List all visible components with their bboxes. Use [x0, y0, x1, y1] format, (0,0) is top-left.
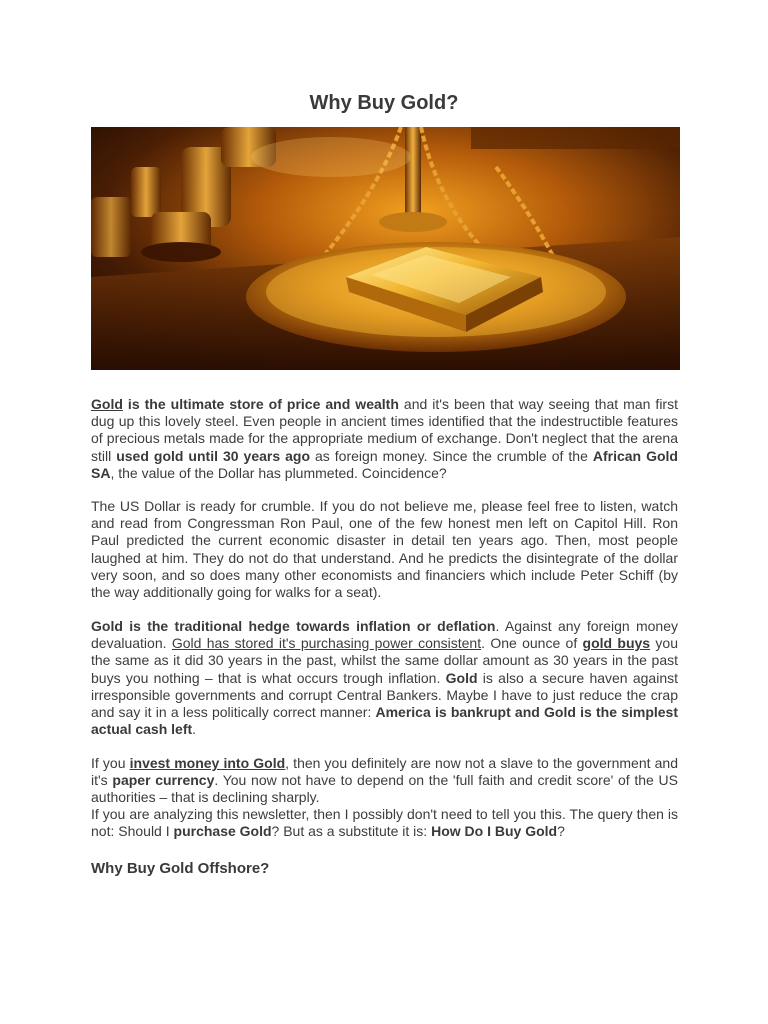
paragraph-invest: If you invest money into Gold, then you definitely are now not a slave to the government and it's paper currency. You now not have to depend on the 'full faith and credit score' of the US authorities – that is declining sharply.: [91, 755, 679, 806]
link-invest-money[interactable]: invest money into Gold: [129, 755, 286, 771]
paragraph-hedge: Gold is the traditional hedge towards inflation or deflation. Against any foreign money devaluation. Gold has stored it's purchasing power consistent. One ounce of gold buys you the same as it did 30 years in the past, whilst the same dollar amount as 30 years in the past buys you nothing – that is what occurs trough inflation. Gold is also a secure haven against irresponsible governments and corrupt Central Bankers. Maybe I have to just reduce the crap and say it in a less politically correct manner: America is bankrupt and Gold is the simplest actual cash left.: [91, 618, 678, 738]
hero-image: [91, 127, 680, 370]
link-gold[interactable]: Gold: [91, 396, 123, 412]
paragraph-intro: Gold is the ultimate store of price and wealth and it's been that way seeing that man first dug up this lovely steel. Even people in ancient times identified that the indestructible features of precious metals made for the appropriate medium of exchange. Don't neglect that the arena still used gold until 30 years ago as foreign money. Since the crumble of the African Gold SA, the value of the Dollar has plummeted. Coincidence?: [91, 396, 678, 481]
paragraph-dollar: The US Dollar is ready for crumble. If you do not believe me, please feel free to listen, watch and read from Congressman Ron Paul, one of the few honest men left on Capitol Hill. Ron Paul predicted the current economic disaster in detail ten years ago. Then, most people laughed at him. They do not do that understand. And he predicts the disintegrate of the dollar very soon, and so does many other economists and financiers which include Peter Schiff (by the way additionally going for walks for a seat).: [91, 498, 678, 601]
gold-scale-illustration: [91, 127, 680, 370]
page-title: Why Buy Gold?: [309, 92, 459, 114]
section-heading-offshore: Why Buy Gold Offshore?: [91, 860, 270, 877]
link-purchasing-power[interactable]: Gold has stored it's purchasing power consistent: [171, 635, 482, 652]
paragraph-query: If you are analyzing this newsletter, then I possibly don't need to tell you this. The query then is not: Should I purchase Gold? But as a substitute it is: How Do I Buy Gold?: [91, 806, 678, 840]
link-gold-buys[interactable]: gold buys: [582, 635, 651, 652]
